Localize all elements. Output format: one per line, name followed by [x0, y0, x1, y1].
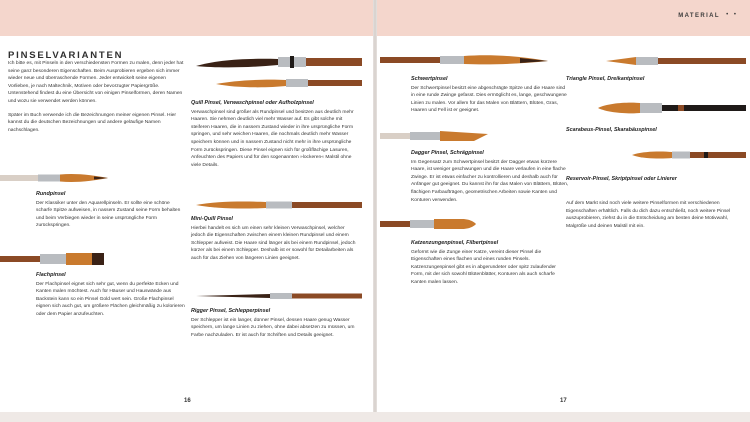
flat-brush-icon: [0, 250, 110, 268]
schwert-title: Schwertpinsel: [411, 76, 448, 82]
mini-quill-text: Hierbei handelt es sich um einen sehr kleinen Verwaschpinsel, welcher jedoch die Eigenschaften zwischen einem kleinen Rundpinsel und einem Schlepper aufweist. Die Haare sind länger als bei einem Rundpinsel, jedoch kürzer als bei einem Schlepper. Deshalb ist er sowohl für Detailarbeiten als auch für das Ziehen von längeren Linien geeignet.: [191, 225, 356, 261]
rigger-entry: [191, 308, 359, 339]
scarabeus-title: Scarabeus-Pinsel, Skarabäuspinsel: [566, 127, 657, 133]
quill-text: Verwaschpinsel sind größer als Rundpinsel und besitzen aus deutlich mehr Haaren. Sie nehmen deutlich viel mehr Wasser auf. Es gibt solche mit steiferen Haaren, die in nassem Zustand wieder in ihre ursprüngliche Form springen, und sehr weichen Haaren, die nochmals deutlich mehr Wasser speichern können und in nassem Zustand nicht mehr in ihre ursprüngliche Form zurückspringen. Diese Pinsel eignen sich für großflächige Lasuren, Anfeuchten des Papiers und für den sogenannten »lockeren« Malstil ohne viele Details.: [191, 109, 354, 168]
rigger-title: Rigger Pinsel, Schlepperpinsel: [191, 308, 271, 314]
round-brush-icon: [0, 170, 110, 186]
quill-brush-icon: [196, 50, 364, 94]
dagger-brush-icon: [380, 128, 490, 144]
quill-title: Quill Pinsel, Verwaschpinsel oder Aufholzpinsel: [191, 100, 314, 106]
triangle-brush-icon: [606, 54, 748, 68]
intro-paragraph-1: Ich bitte es, mit Pinseln in den verschiedensten Formen zu malen, denn jeder hat seine ganz besonderen Eigenschaften. Beim Ausprobieren ergeben sich immer wieder neue und überraschende Formen. Jeder entwickelt seine eigenen Vorlieben, je nach Maltechnik, Motiven oder bevorzugter Papiergröße. Untenstehend findest du eine Übersicht von einigen Pinselformen, deren Namen und wozu sie verwendet werden können.: [8, 61, 184, 104]
rigger-text: Der Schlepper ist ein langer, dünner Pinsel, dessen Haare genug Wasser speichern, um lange Linien zu ziehen, ohne dabei absetzen zu müssen, um Farbe nachzuladen. Er ist auch für Schriften und Details geeignet.: [191, 317, 355, 338]
rigger-brush-icon: [196, 290, 364, 302]
triangle-entry: [566, 76, 736, 85]
triangle-title: Triangle Pinsel, Dreikantpinsel: [566, 76, 645, 82]
flachpinsel-title: Flachpinsel: [36, 272, 66, 278]
schwert-text: Der Schwertpinsel besitzt eine abgeschrägte Spitze und die Haare sind in eine runde Zwinge gefasst. Dies ermöglicht es, lange, geschwungene Linien zu malen. Vor allem für das Malen von Blättern, Blüten, Gras, Haaren und Fell ist er geeignet.: [411, 85, 567, 114]
page-number-left: 16: [184, 398, 191, 404]
dagger-title: Dagger Pinsel, Schrägpinsel: [411, 150, 484, 156]
running-head: MATERIAL: [678, 13, 720, 19]
flachpinsel-entry: [36, 272, 186, 319]
running-head-dots: • •: [726, 12, 738, 18]
rundpinsel-entry: [36, 191, 186, 230]
reservoir-title: Reservoir-Pinsel, Skriptpinsel oder Linierer: [566, 176, 677, 182]
rundpinsel-title: Rundpinsel: [36, 191, 66, 197]
dagger-entry: [411, 150, 569, 204]
quill-entry: [191, 100, 359, 169]
katzen-entry: [411, 240, 569, 287]
scarabeus-brush-icon: [598, 100, 748, 116]
mini-quill-title: Mini-Quill Pinsel: [191, 216, 233, 222]
mini-quill-entry: [191, 216, 359, 263]
intro-text: [8, 60, 184, 134]
scarabeus-entry: [566, 127, 736, 136]
section-title: PINSELVARIANTEN: [8, 50, 124, 61]
outro-text: Auf dem Markt sind noch viele weitere Pinselformen mit verschiedenen Eigenschaften erhältlich. Falls du dich dazu entschließt, noch weitere Pinsel auszuprobieren, ziehst du in die Entscheidung am besten deine Motivwahl, Malgröße und deinen Malstil mit ein.: [566, 201, 731, 229]
book-spine: [373, 0, 377, 412]
dagger-text: Im Gegensatz zum Schwertpinsel besitzt der Dagger etwas kürzere Haare, ist weniger geschwungen und die Haare verlaufen in eine flache Zwinge. Er ist etwas einfacher zu kontrollieren und deshalb auch für Anfänger gut geeignet. Du kannst ihn für das Malen von Blättern, Blüten, flächigen Farbaufträgen, geometrischen Arbeiten sowie Kanten und Konturen verwenden.: [411, 159, 569, 203]
katzen-title: Katzenzungenpinsel, Filbertpinsel: [411, 240, 499, 246]
intro-paragraph-2: Später im Buch verwende ich die Bezeichnungen meiner eigenen Pinsel. Hier kannst du die deutschen Bezeichnungen und andere geläufige Namen nachschlagen.: [8, 112, 177, 133]
schwert-entry: [411, 76, 569, 115]
rundpinsel-text: Der Klassiker unter den Aquarellpinseln. Er sollte eine schöne scharfe Spitze aufweisen, in nassem Zustand seine Form behalten und beim Verbiegen wieder in seine ursprüngliche Form zurückspringen.: [36, 200, 181, 229]
page-number-right: 17: [560, 398, 567, 404]
reservoir-brush-icon: [632, 148, 748, 162]
reservoir-entry: [566, 176, 736, 185]
katzen-text: Geformt wie die Zunge einer Katze, vereint dieser Pinsel die Eigenschaften eines flachen und eines runden Pinsels. Katzenzungenpinsel gibt es in abgerundeter oder spitz zulaufender Form, mit der sich sowohl Blütenblätter, Konturen als auch scharfe Kanten malen lassen.: [411, 249, 556, 285]
mini-quill-brush-icon: [196, 198, 364, 212]
sword-brush-icon: [380, 52, 550, 68]
filbert-brush-icon: [380, 217, 480, 231]
flachpinsel-text: Der Flachpinsel eignet sich sehr gut, wenn du perfekte Ecken und Kanten malen möchtest. Auch für Häuser und Hauswände aus Backstein kann so ein Pinsel Gold wert sein. Große Flachpinsel eignen sich auch gut, um größere Flächen gleichmäßig zu kolorieren oder dem Papier anzufeuchten.: [36, 281, 185, 317]
header-band-left: [0, 0, 374, 36]
